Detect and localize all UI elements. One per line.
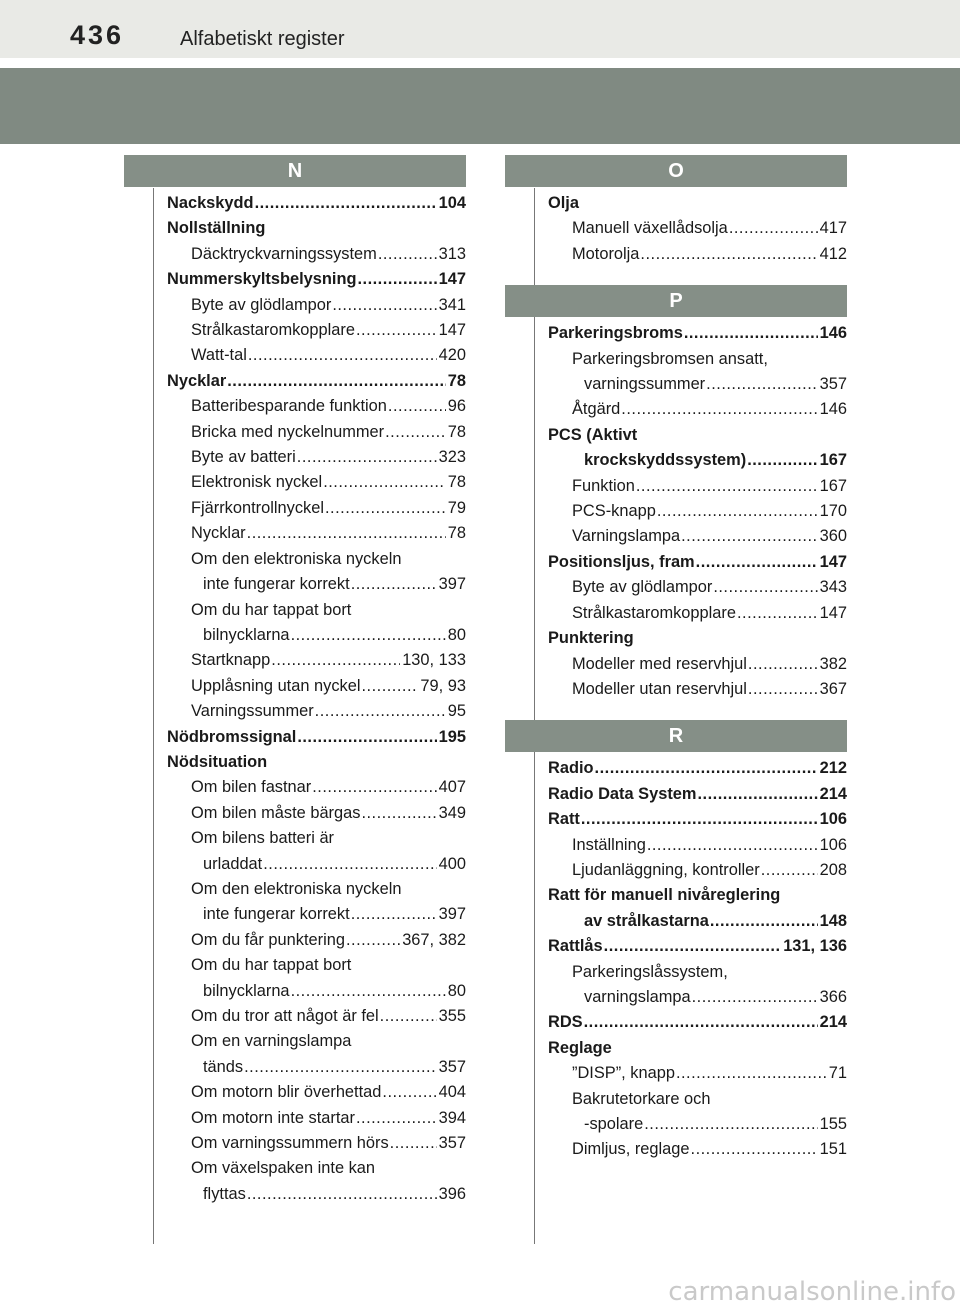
dot-leader xyxy=(697,782,817,807)
dot-leader xyxy=(747,448,817,473)
index-entry xyxy=(124,902,466,927)
entry-text: Nödbromssignal xyxy=(167,727,297,746)
dot-leader xyxy=(315,699,446,724)
entry-text: Åtgärd xyxy=(572,400,621,419)
index-entry xyxy=(505,321,847,346)
index-entries-r xyxy=(505,752,847,1163)
entry-text: Om en varningslampa xyxy=(191,1032,352,1051)
index-entry xyxy=(505,499,847,524)
entry-page-number: 106 xyxy=(819,810,847,829)
index-entry xyxy=(505,372,847,397)
dot-leader xyxy=(271,648,400,673)
dot-leader xyxy=(247,521,446,546)
page-number: 436 xyxy=(70,20,125,50)
dot-leader xyxy=(351,572,437,597)
index-entry xyxy=(124,648,466,673)
entry-text: Om den elektroniska nyckeln xyxy=(191,879,402,898)
dot-leader xyxy=(325,496,446,521)
index-entry xyxy=(505,858,847,883)
entry-page-number: 214 xyxy=(819,1013,847,1032)
entry-text: Nycklar xyxy=(167,371,227,390)
index-entry xyxy=(124,216,466,241)
index-entry xyxy=(124,318,466,343)
entry-text: av strålkastarna xyxy=(584,911,709,930)
dot-leader xyxy=(706,372,817,397)
index-entry xyxy=(505,242,847,267)
entry-text: Byte av glödlampor xyxy=(572,578,713,597)
dot-leader xyxy=(748,677,818,702)
entry-page-number: 96 xyxy=(447,397,466,416)
dot-leader xyxy=(647,833,818,858)
entry-page-number: 208 xyxy=(819,860,847,879)
dot-leader xyxy=(291,623,446,648)
index-entry xyxy=(505,626,847,651)
entry-page-number: 170 xyxy=(819,502,847,521)
section-gap xyxy=(505,702,847,720)
dot-leader xyxy=(710,909,818,934)
index-entry xyxy=(124,1106,466,1131)
entry-page-number: 151 xyxy=(819,1140,847,1159)
entry-page-number: 360 xyxy=(819,527,847,546)
entry-text: Om den elektroniska nyckeln xyxy=(191,549,402,568)
index-column-right xyxy=(505,155,847,1163)
index-entry xyxy=(505,397,847,422)
dot-leader xyxy=(761,858,818,883)
dot-leader xyxy=(297,725,436,750)
index-entry xyxy=(505,782,847,807)
dot-leader xyxy=(382,1080,436,1105)
index-entry xyxy=(124,369,466,394)
dot-leader xyxy=(729,216,818,241)
entry-page-number: 147 xyxy=(438,321,466,340)
entry-page-number: 155 xyxy=(819,1115,847,1133)
dot-leader xyxy=(356,1106,437,1131)
index-entry xyxy=(124,267,466,292)
dot-leader xyxy=(385,420,446,445)
entry-page-number: 382 xyxy=(819,654,847,673)
entry-page-number: 397 xyxy=(438,905,466,924)
entry-text: Parkeringslåssystem, xyxy=(572,962,728,981)
dot-leader xyxy=(390,1131,437,1156)
dot-leader xyxy=(297,445,437,470)
index-entry xyxy=(505,347,847,372)
entry-page-number: 106 xyxy=(819,835,847,854)
entry-page-number: 412 xyxy=(819,244,847,263)
entry-text: Däcktryckvarningssystem xyxy=(191,244,377,263)
entry-text: Radio Data System xyxy=(548,784,697,803)
index-entry xyxy=(505,550,847,575)
index-entry xyxy=(505,1036,847,1061)
dot-leader xyxy=(255,191,437,216)
entry-text: Ratt för manuell nivåreglering xyxy=(548,886,781,905)
index-entry xyxy=(505,807,847,832)
entry-text: Startknapp xyxy=(191,651,271,670)
entry-page-number: 404 xyxy=(438,1083,466,1102)
dot-leader xyxy=(737,601,818,626)
entry-page-number: 394 xyxy=(438,1108,466,1127)
dot-leader xyxy=(380,1004,437,1029)
entry-text: Strålkastaromkopplare xyxy=(572,603,736,622)
entry-page-number: 407 xyxy=(438,778,466,797)
index-entry xyxy=(505,601,847,626)
index-entry xyxy=(505,652,847,677)
entry-text: Byte av glödlampor xyxy=(191,295,332,314)
entry-page-number: 147 xyxy=(438,270,466,289)
index-entry xyxy=(505,1137,847,1162)
entry-text: Elektronisk nyckel xyxy=(191,473,323,492)
entry-page-number: 131, 136 xyxy=(783,937,847,956)
index-entry xyxy=(124,598,466,623)
dot-leader xyxy=(604,934,782,959)
index-entry xyxy=(124,343,466,368)
entry-text: PCS-knapp xyxy=(572,502,656,521)
entry-text: Radio xyxy=(548,759,594,778)
index-entry xyxy=(505,448,847,473)
dot-leader xyxy=(691,1137,818,1162)
entry-page-number: 80 xyxy=(447,981,466,1000)
entry-page-number: 420 xyxy=(438,346,466,365)
entry-text: Parkeringsbroms xyxy=(548,324,683,343)
index-entry xyxy=(505,1061,847,1086)
index-entry xyxy=(505,575,847,600)
dot-leader xyxy=(657,499,818,524)
entry-text: Nollställning xyxy=(167,219,266,238)
entry-text: varningssummer xyxy=(584,375,706,394)
entry-page-number: 130, 133 xyxy=(402,651,466,670)
index-entries-n xyxy=(124,187,466,1207)
entry-text: Ratt xyxy=(548,810,580,829)
entry-page-number: 146 xyxy=(819,400,847,419)
dot-leader xyxy=(378,242,437,267)
entry-page-number: 357 xyxy=(438,1057,466,1076)
entry-page-number: 400 xyxy=(438,854,466,873)
index-entry xyxy=(505,216,847,241)
index-entry xyxy=(124,979,466,1004)
entry-page-number: 147 xyxy=(819,603,847,622)
dot-leader xyxy=(676,1061,827,1086)
entry-page-number: 366 xyxy=(819,987,847,1006)
index-entry xyxy=(505,524,847,549)
entry-text: Bakrutetorkare och xyxy=(572,1089,711,1108)
dot-leader xyxy=(332,293,436,318)
index-entries-p xyxy=(505,317,847,702)
index-entry xyxy=(124,928,466,953)
entry-page-number: 71 xyxy=(828,1064,847,1083)
entry-text: Nummerskyltsbelysning xyxy=(167,270,357,289)
index-entry xyxy=(505,677,847,702)
entry-text: flyttas xyxy=(203,1184,246,1203)
entry-text: Manuell växellådsolja xyxy=(572,219,728,238)
entry-text: Funktion xyxy=(572,476,635,495)
index-entry xyxy=(124,420,466,445)
entry-page-number: 349 xyxy=(438,803,466,822)
index-entry xyxy=(124,725,466,750)
index-entry xyxy=(124,242,466,267)
entry-text: Watt-tal xyxy=(191,346,247,365)
entry-text: Inställning xyxy=(572,835,646,854)
entry-text: Batteribesparande funktion xyxy=(191,397,387,416)
entry-text: Parkeringsbromsen ansatt, xyxy=(572,349,768,368)
index-entry xyxy=(124,1156,466,1181)
dot-leader xyxy=(696,550,818,575)
index-entry xyxy=(124,445,466,470)
dot-leader xyxy=(357,267,436,292)
dot-leader xyxy=(247,1182,437,1207)
entry-text: inte fungerar korrekt xyxy=(203,575,350,594)
dot-leader xyxy=(227,369,446,394)
entry-text: Olja xyxy=(548,194,579,212)
index-entries-o xyxy=(505,187,847,267)
section-header-p: P xyxy=(505,285,847,317)
index-entry xyxy=(124,293,466,318)
entry-page-number: 357 xyxy=(819,375,847,394)
entry-page-number: 78 xyxy=(447,473,466,492)
entry-page-number: 80 xyxy=(447,625,466,644)
dot-leader xyxy=(621,397,817,422)
entry-page-number: 195 xyxy=(438,727,466,746)
entry-text: Rattlås xyxy=(548,937,603,956)
entry-text: bilnycklarna xyxy=(203,981,290,1000)
dot-leader xyxy=(684,321,818,346)
entry-page-number: 214 xyxy=(819,784,847,803)
index-entry xyxy=(124,547,466,572)
entry-text: Bricka med nyckelnummer xyxy=(191,422,385,441)
entry-text: Modeller med reservhjul xyxy=(572,654,747,673)
entry-page-number: 367, 382 xyxy=(402,930,466,949)
dot-leader xyxy=(640,242,817,267)
page-title: Alfabetiskt register xyxy=(180,28,345,50)
index-entry xyxy=(124,877,466,902)
entry-page-number: 313 xyxy=(438,244,466,263)
entry-page-number: 396 xyxy=(438,1184,466,1203)
entry-text: inte fungerar korrekt xyxy=(203,905,350,924)
entry-page-number: 78 xyxy=(447,524,466,543)
entry-page-number: 104 xyxy=(438,194,466,212)
entry-text: Om bilen fastnar xyxy=(191,778,312,797)
entry-text: Varningssummer xyxy=(191,702,314,721)
entry-text: tänds xyxy=(203,1057,244,1076)
dot-leader xyxy=(263,852,436,877)
entry-text: Om motorn blir överhettad xyxy=(191,1083,382,1102)
entry-page-number: 212 xyxy=(819,759,847,778)
index-entry xyxy=(505,985,847,1010)
index-entry xyxy=(124,1004,466,1029)
entry-text: RDS xyxy=(548,1013,583,1032)
entry-text: Om växelspaken inte kan xyxy=(191,1159,376,1178)
index-entry xyxy=(124,470,466,495)
entry-page-number: 355 xyxy=(438,1007,466,1025)
entry-text: Modeller utan reservhjul xyxy=(572,679,747,698)
index-entry xyxy=(124,191,466,216)
entry-text: Om bilens batteri är xyxy=(191,829,335,848)
section-gap xyxy=(505,267,847,285)
dot-leader xyxy=(346,928,400,953)
index-entry xyxy=(124,699,466,724)
index-entry xyxy=(124,1055,466,1080)
index-entry xyxy=(505,1112,847,1137)
index-entry xyxy=(505,1010,847,1035)
entry-text: Om varningssummern hörs xyxy=(191,1134,389,1153)
watermark: carmanualsonline.info xyxy=(668,1277,956,1307)
entry-text: Strålkastaromkopplare xyxy=(191,321,355,340)
dot-leader xyxy=(692,985,818,1010)
entry-text: Nycklar xyxy=(191,524,246,543)
entry-text: Nackskydd xyxy=(167,194,254,212)
index-entry xyxy=(505,1087,847,1112)
entry-text: Upplåsning utan nyckel xyxy=(191,676,361,695)
dot-leader xyxy=(713,575,817,600)
entry-text: ”DISP”, knapp xyxy=(572,1064,675,1083)
entry-text: -spolare xyxy=(584,1115,644,1133)
index-column-left xyxy=(124,155,466,1207)
index-entry xyxy=(124,852,466,877)
entry-text: Positionsljus, fram xyxy=(548,552,695,571)
dot-leader xyxy=(351,902,437,927)
index-entry xyxy=(124,775,466,800)
entry-text: Varningslampa xyxy=(572,527,681,546)
entry-text: Om du tror att något är fel xyxy=(191,1007,379,1025)
dot-leader xyxy=(748,652,818,677)
entry-text: Ljudanläggning, kontroller xyxy=(572,860,760,879)
entry-page-number: 343 xyxy=(819,578,847,597)
index-entry xyxy=(505,934,847,959)
entry-text: Om motorn inte startar xyxy=(191,1108,355,1127)
index-entry xyxy=(124,521,466,546)
index-entry xyxy=(124,953,466,978)
entry-text: Reglage xyxy=(548,1038,612,1057)
index-entry xyxy=(505,756,847,781)
header-band xyxy=(0,68,960,144)
entry-page-number: 79 xyxy=(447,498,466,517)
dot-leader xyxy=(291,979,446,1004)
entry-page-number: 341 xyxy=(438,295,466,314)
dot-leader xyxy=(312,775,436,800)
index-entry xyxy=(505,423,847,448)
entry-text: varningslampa xyxy=(584,987,691,1006)
index-entry xyxy=(124,572,466,597)
entry-page-number: 78 xyxy=(447,371,466,390)
index-entry xyxy=(124,1080,466,1105)
entry-text: PCS (Aktivt xyxy=(548,425,638,444)
index-entry xyxy=(124,394,466,419)
index-entry xyxy=(505,883,847,908)
dot-leader xyxy=(581,807,818,832)
index-entry xyxy=(505,909,847,934)
entry-text: Nödsituation xyxy=(167,752,268,771)
entry-page-number: 95 xyxy=(447,702,466,721)
index-entry xyxy=(124,674,466,699)
entry-text: Om du har tappat bort xyxy=(191,600,352,619)
index-entry xyxy=(124,750,466,775)
index-entry xyxy=(124,623,466,648)
dot-leader xyxy=(323,470,446,495)
dot-leader xyxy=(356,318,437,343)
dot-leader xyxy=(681,524,818,549)
entry-text: urladdat xyxy=(203,854,263,873)
dot-leader xyxy=(361,674,418,699)
index-entry xyxy=(505,474,847,499)
page-header-bar xyxy=(0,0,960,58)
entry-page-number: 357 xyxy=(438,1134,466,1153)
entry-page-number: 417 xyxy=(819,219,847,238)
dot-leader xyxy=(584,1010,818,1035)
index-entry xyxy=(505,960,847,985)
entry-text: Om du har tappat bort xyxy=(191,956,352,975)
entry-text: krockskyddssystem) xyxy=(584,451,747,470)
entry-page-number: 148 xyxy=(819,911,847,930)
index-entry xyxy=(124,826,466,851)
entry-page-number: 167 xyxy=(819,476,847,495)
dot-leader xyxy=(595,756,818,781)
index-entry xyxy=(505,191,847,216)
index-entry xyxy=(124,496,466,521)
entry-text: Om bilen måste bärgas xyxy=(191,803,361,822)
entry-text: Byte av batteri xyxy=(191,448,296,467)
dot-leader xyxy=(636,474,818,499)
entry-text: Punktering xyxy=(548,629,634,648)
section-header-n: N xyxy=(124,155,466,187)
entry-page-number: 367 xyxy=(819,679,847,698)
entry-text: Fjärrkontrollnyckel xyxy=(191,498,324,517)
entry-page-number: 323 xyxy=(438,448,466,467)
entry-text: Om du får punktering xyxy=(191,930,345,949)
dot-leader xyxy=(248,343,437,368)
index-entry xyxy=(124,1029,466,1054)
entry-page-number: 79, 93 xyxy=(420,676,466,695)
dot-leader xyxy=(361,801,436,826)
entry-page-number: 147 xyxy=(819,552,847,571)
dot-leader xyxy=(388,394,446,419)
dot-leader xyxy=(244,1055,437,1080)
section-header-r: R xyxy=(505,720,847,752)
entry-text: Dimljus, reglage xyxy=(572,1140,690,1159)
entry-text: bilnycklarna xyxy=(203,625,290,644)
entry-page-number: 146 xyxy=(819,324,847,343)
entry-page-number: 167 xyxy=(819,451,847,470)
entry-text: Motorolja xyxy=(572,244,640,263)
dot-leader xyxy=(644,1112,817,1137)
index-entry xyxy=(124,1182,466,1207)
index-entry xyxy=(505,833,847,858)
entry-page-number: 397 xyxy=(438,575,466,594)
index-entry xyxy=(124,801,466,826)
index-entry xyxy=(124,1131,466,1156)
entry-page-number: 78 xyxy=(447,422,466,441)
section-header-o: O xyxy=(505,155,847,187)
